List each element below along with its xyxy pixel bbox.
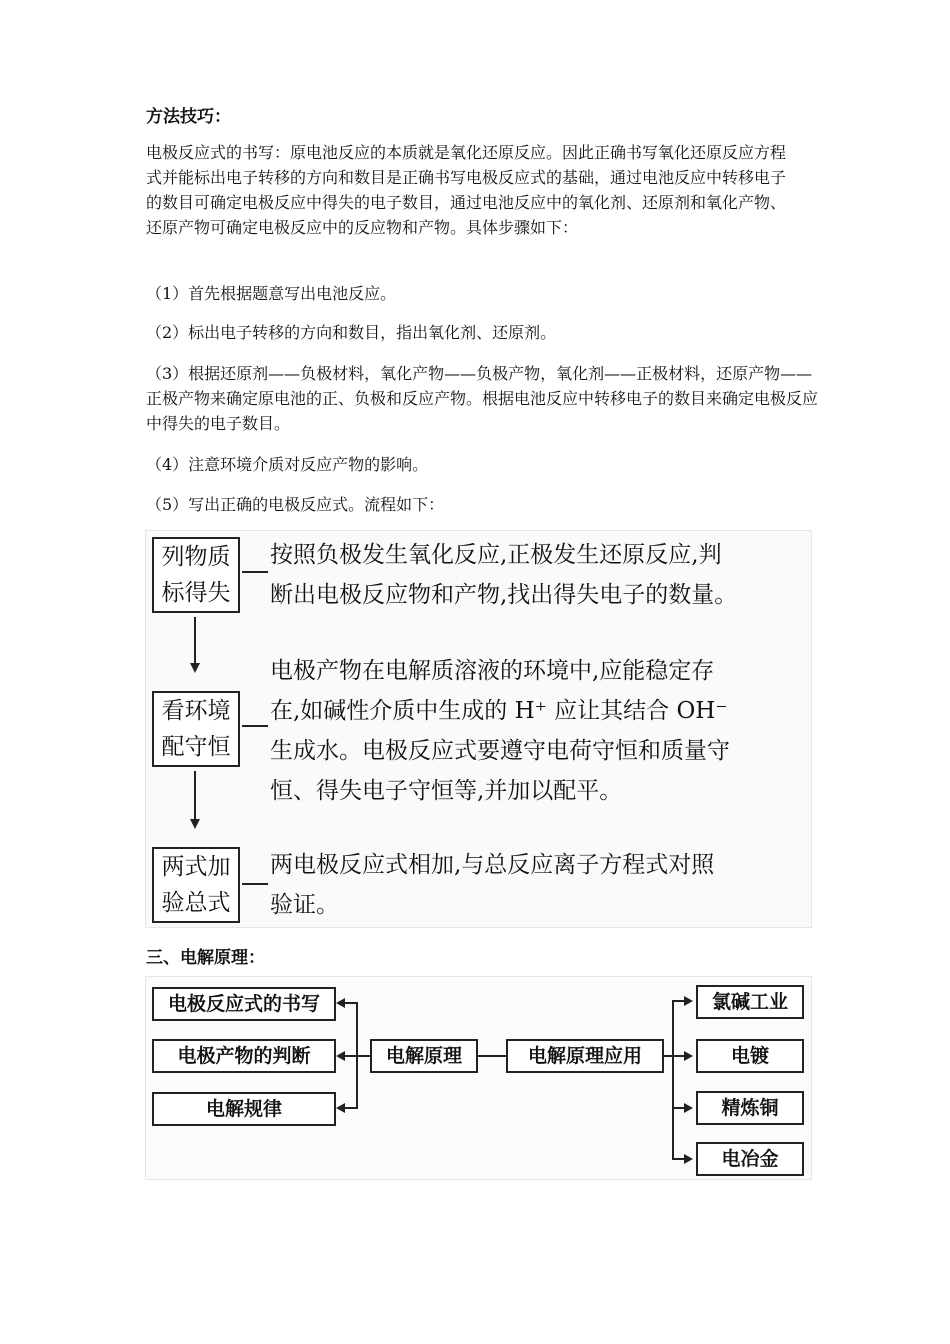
connector-line [358,1055,370,1057]
electrode-equation-flowchart [145,530,812,928]
down-arrow-icon [190,819,200,829]
left-arrow-icon [336,998,345,1008]
bracket-line [672,1000,674,1160]
flow-box-line: 配守恒 [161,734,231,760]
right-arrow-icon [684,1103,693,1113]
flow-connector [242,725,268,727]
flow-desc-line: 生成水。电极反应式要遵守电荷守恒和质量守 [270,738,730,764]
flow-box-line: 看环境 [161,698,231,724]
right-arrow-icon [684,1051,693,1061]
flow-desc-line: 按照负极发生氧化反应,正极发生还原反应,判 [270,542,722,568]
flow-desc-line: 两电极反应式相加,与总反应离子方程式对照 [270,852,715,878]
flow-box-list-substances [152,537,240,613]
box-electrode-products: 电极产物的判断 [152,1039,336,1073]
flow-down-line [194,771,196,821]
flow-box-line: 列物质 [161,544,231,570]
flow-down-line [194,617,196,665]
box-electrolysis-principle: 电解原理 [370,1039,478,1073]
left-arrow-icon [336,1103,345,1113]
step-5: （5）写出正确的电极反应式。流程如下： [146,495,445,514]
flow-box-add-verify [152,847,240,923]
flow-desc-3 [270,845,714,925]
flow-box-check-environment [152,691,240,767]
flow-desc-line: 在,如碱性介质中生成的 H⁺ 应让其结合 OH⁻ [270,698,728,724]
electrolysis-diagram [145,976,812,1180]
flow-desc-1 [270,535,737,615]
box-principle-application: 电解原理应用 [506,1039,664,1073]
step-1: （1）首先根据题意写出电池反应。 [146,284,397,303]
flow-connector [242,571,268,573]
box-chlor-alkali: 氯碱工业 [696,985,804,1019]
arrow-line [344,1107,358,1109]
left-arrow-icon [336,1051,345,1061]
flow-desc-line: 电极产物在电解质溶液的环境中,应能稳定存 [270,658,715,684]
step-4: （4）注意环境介质对反应产物的影响。 [146,455,429,474]
electrolysis-heading: 三、电解原理： [146,948,265,968]
flow-box-line: 两式加 [161,854,231,880]
box-electrode-equation: 电极反应式的书写 [152,987,336,1021]
arrow-line [344,1002,358,1004]
flow-box-line: 标得失 [161,580,231,606]
flow-desc-line: 验证。 [270,892,339,918]
flow-desc-2 [270,651,730,811]
step-2: （2）标出电子转移的方向和数目，指出氧化剂、还原剂。 [146,323,557,342]
flow-connector [242,883,268,885]
right-arrow-icon [684,996,693,1006]
step-3: （3）根据还原剂——负极材料，氧化产物——负极产物，氧化剂——正极材料，还原产物——正极产物来确定原电池的正、负极和反应产物。根据电池反应中转移电子的数目来确定电极反应中得失的电子数目。 [146,364,819,433]
flow-box-line: 验总式 [161,890,231,916]
connector-line [478,1055,506,1057]
flow-desc-line: 恒、得失电子守恒等,并加以配平。 [270,778,623,804]
box-electrolysis-rules: 电解规律 [152,1092,336,1126]
intro-paragraph: 电极反应式的书写：原电池反应的本质就是氧化还原反应。因此正确书写氧化还原反应方程式并能标出电子转移的方向和数目是正确书写电极反应式的基础，通过电池反应中转移电子的数目可确定电极反应中得失的电子数目，通过电池反应中的氧化剂、还原剂和氧化产物、还原产物可确定电极反应中的反应物和产物。具体步骤如下： [146,143,787,237]
box-copper-refining: 精炼铜 [696,1091,804,1125]
down-arrow-icon [190,663,200,673]
box-electrometallurgy: 电冶金 [696,1142,804,1176]
flow-desc-line: 断出电极反应物和产物,找出得失电子的数量。 [270,582,738,608]
methods-heading: 方法技巧： [146,107,231,127]
right-arrow-icon [684,1154,693,1164]
box-electroplating: 电镀 [696,1039,804,1073]
